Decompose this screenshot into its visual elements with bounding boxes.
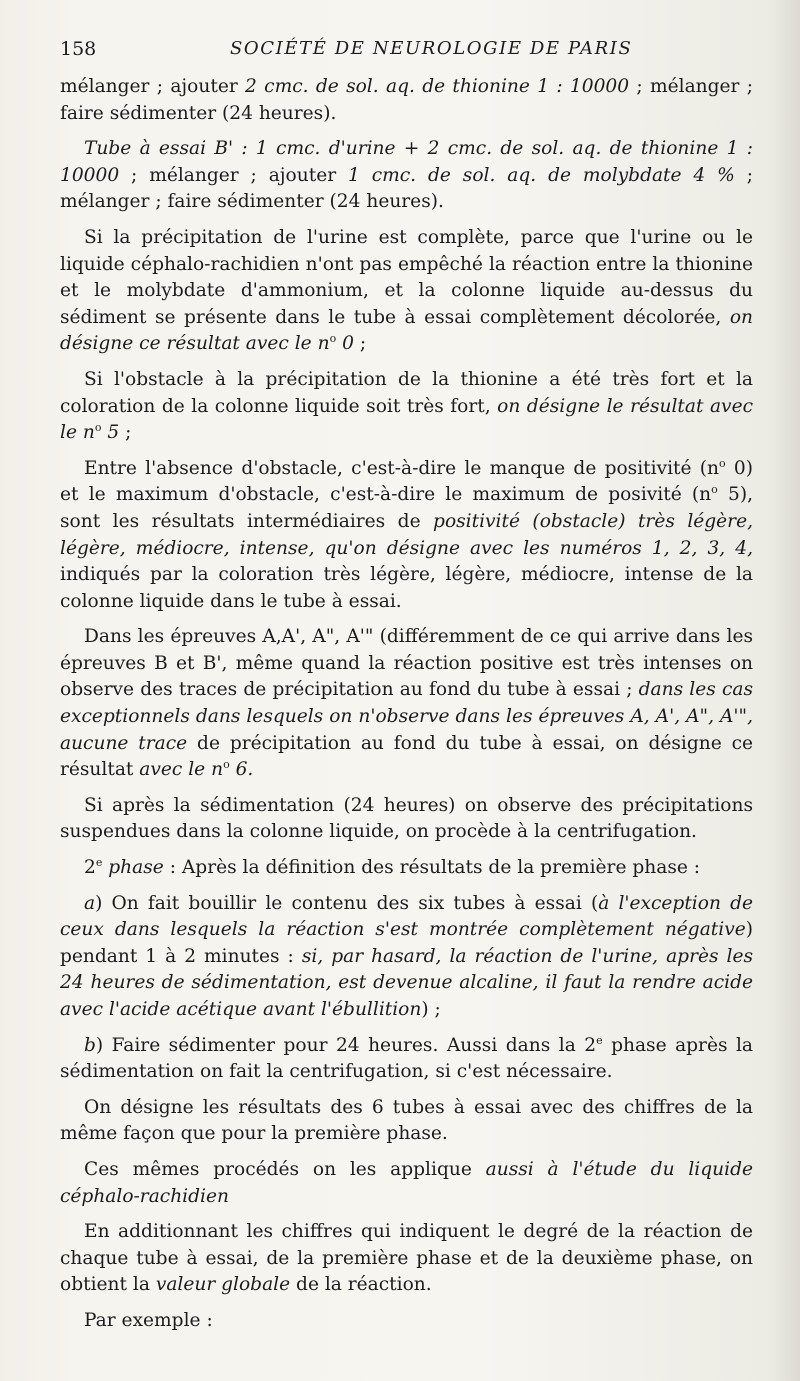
superscript: e xyxy=(596,1033,603,1047)
text-run: ; mélanger ; faire sédimenter (24 heures). xyxy=(60,76,753,124)
italic-run: 6. xyxy=(229,759,254,781)
italic-run: on désigne ce résultat avec le n xyxy=(60,306,753,355)
text-run: ; xyxy=(353,333,367,355)
superscript: o xyxy=(711,483,718,497)
paragraph xyxy=(60,1157,753,1210)
paragraph xyxy=(60,74,753,127)
text-run: ; mélanger ; faire sédimenter (24 heures). xyxy=(60,164,753,213)
italic-run: positivité (obstacle) très légère, légère, médiocre, intense, qu'on désigne avec les numéros 1, 2, 3, 4, xyxy=(60,510,753,559)
italic-run: phase xyxy=(108,857,164,879)
italic-run: à l'exception de ceux dans lesquels la réaction s'est montrée complètement négative xyxy=(60,892,753,941)
paragraph xyxy=(60,1095,753,1148)
paragraph xyxy=(60,225,753,358)
text-run: Ces mêmes procédés on les applique xyxy=(84,1158,486,1180)
italic-run: aussi à l'étude du liquide céphalo-rachidien xyxy=(60,1158,753,1207)
text-run: ; mélanger ; ajouter xyxy=(119,164,348,186)
text-run: 5), sont les résultats intermédiaires de xyxy=(60,484,753,532)
superscript: e xyxy=(95,855,103,869)
text-run: ) On fait bouillir le contenu des six tubes à essai ( xyxy=(95,892,599,914)
paragraph xyxy=(60,136,753,216)
text-run: de précipitation au fond du tube à essai, on désigne ce résultat xyxy=(60,732,754,781)
italic-run: si, par hasard, la réaction de l'urine, après les 24 heures de sédimentation, est devenue alcaline, il faut la rendre acide avec l'acide acétique avant l'ébullition xyxy=(60,945,753,1020)
italic-run: 1 cmc. de sol. aq. de molybdate 4 % xyxy=(348,164,735,186)
text-run: Si après la sédimentation (24 heures) on observe des précipitations suspendues dans la colonne liquide, on procède à la centrifugation. xyxy=(60,794,753,843)
paragraph xyxy=(60,1219,753,1299)
text-run: Par exemple : xyxy=(84,1309,213,1331)
text-run: : Après la définition des résultats de la première phase : xyxy=(163,857,701,879)
italic-run: on désigne le résultat avec le n xyxy=(60,395,753,444)
italic-run: 0 xyxy=(336,333,354,355)
running-title: SOCIÉTÉ DE NEUROLOGIE DE PARIS xyxy=(230,38,633,59)
italic-run: avec le n xyxy=(139,759,224,781)
paragraph xyxy=(60,456,753,616)
text-run: 0) et le maximum d'obstacle, c'est-à-dire le maximum de posivité (n xyxy=(60,457,753,506)
text-run: mélanger ; ajouter xyxy=(60,76,246,97)
paragraph xyxy=(60,855,753,882)
text-run: On désigne les résultats des 6 tubes à essai avec des chiffres de la même façon que pour la première phase. xyxy=(60,1096,753,1145)
superscript: o xyxy=(719,456,726,470)
text-run: ) Faire sédimenter pour 24 heures. Aussi dans la 2 xyxy=(95,1034,597,1056)
superscript: o xyxy=(329,332,337,346)
italic-run: a xyxy=(84,892,96,914)
text-run: de la réaction. xyxy=(290,1274,432,1296)
page-number: 158 xyxy=(60,38,97,60)
italic-run: valeur globale xyxy=(155,1274,291,1296)
italic-run: 2 cmc. de sol. aq. de thionine 1 : 10000 xyxy=(245,76,630,97)
italic-run: 5 xyxy=(101,422,120,444)
text-run: ; xyxy=(119,422,132,444)
paragraph xyxy=(60,1308,753,1335)
text-run: Si l'obstacle à la précipitation de la thionine a été très fort et la coloration de la colonne liquide soit très fort, xyxy=(60,368,753,417)
text-run: Dans les épreuves A,A', A", A'" (différemment de ce qui arrive dans les épreuves B et B', même quand la réaction positive est très intenses on observe des traces de précipitation au fond du tube à essai ; xyxy=(60,626,753,701)
text-run: ) pendant 1 à 2 minutes : xyxy=(60,919,753,967)
paragraph xyxy=(60,367,753,447)
italic-run: dans les cas exceptionnels dans lesquels on n'observe dans les épreuves A, A', A", A'", aucune trace xyxy=(60,679,753,754)
text-run: indiqués par la coloration très légère, légère, médiocre, intense de la colonne liquide dans le tube à essai. xyxy=(60,564,753,612)
text-run: Entre l'absence d'obstacle, c'est-à-dire le manque de positivité (n xyxy=(84,457,720,479)
text-run: 2 xyxy=(84,857,96,879)
italic-run: b xyxy=(84,1034,96,1056)
text-run: Si la précipitation de l'urine est complète, parce que l'urine ou le liquide céphalo-rachidien n'ont pas empêché la réaction entre la thionine et le molybdate d'ammonium, et la colonne liquide au-dessus du sédiment se présente dans le tube à essai complètement décolorée, xyxy=(60,226,753,328)
text-run: ) ; xyxy=(421,999,441,1020)
paragraph xyxy=(60,1033,753,1086)
superscript: o xyxy=(94,420,102,434)
text-run: phase après la sédimentation on fait la centrifugation, si c'est nécessaire. xyxy=(60,1034,753,1083)
body-text xyxy=(60,74,753,1344)
paragraph xyxy=(60,624,753,784)
text-run: En additionnant les chiffres qui indiquent le degré de la réaction de chaque tube à essai, de la première phase et de la deuxième phase, on obtient la xyxy=(60,1221,753,1296)
paragraph xyxy=(60,891,753,1024)
italic-run: Tube à essai B' : 1 cmc. d'urine + 2 cmc. de sol. aq. de thionine 1 : 10000 xyxy=(60,138,753,186)
paragraph xyxy=(60,793,753,846)
superscript: o xyxy=(223,758,230,772)
page-header xyxy=(60,38,740,66)
